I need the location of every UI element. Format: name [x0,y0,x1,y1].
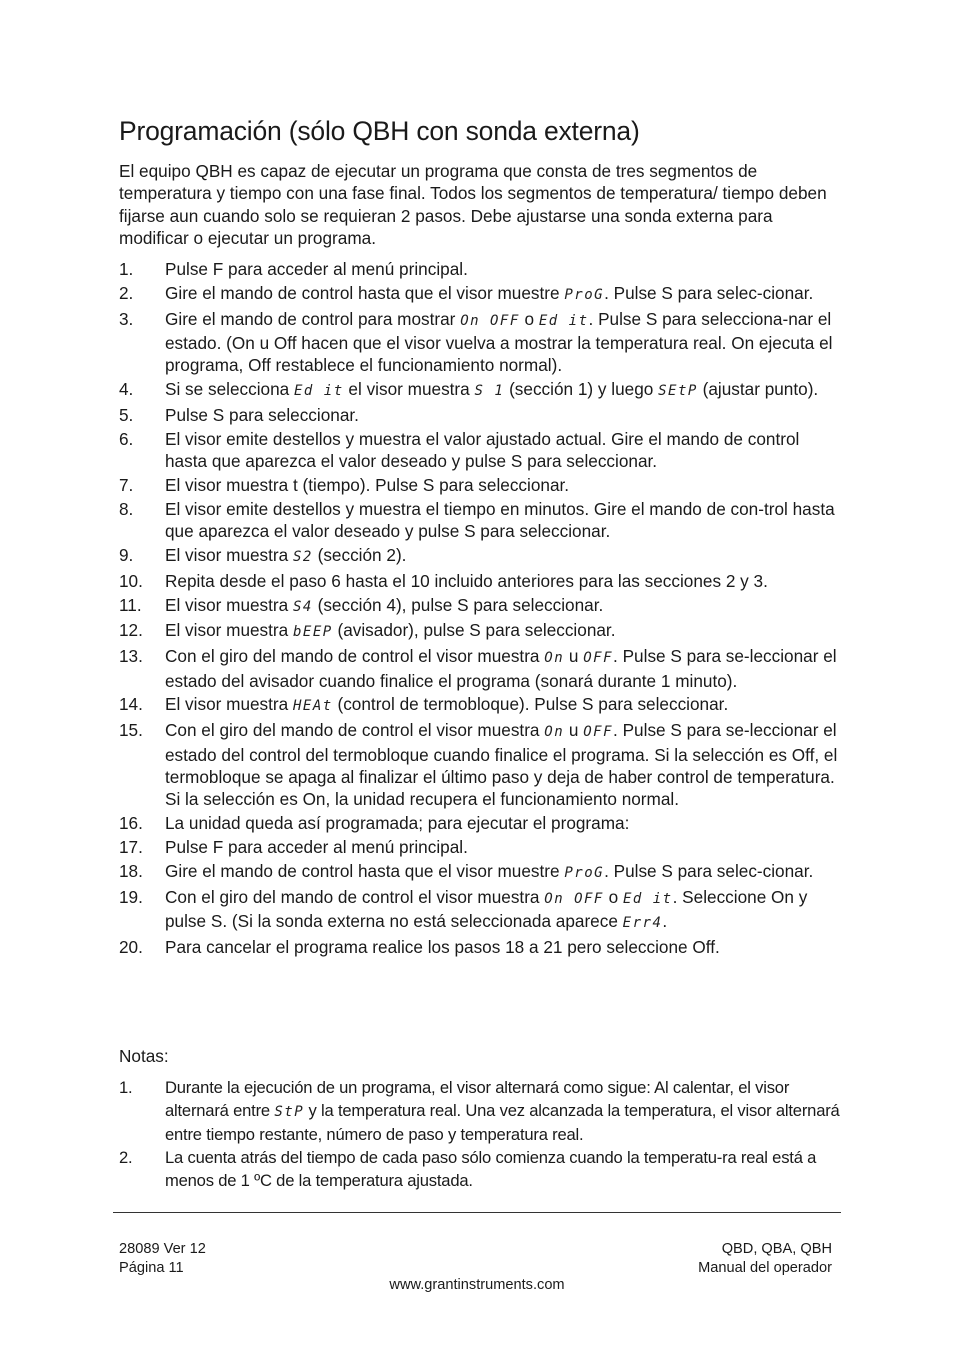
step-item-text: Repita desde el paso 6 hasta el 10 incluido anteriores para las secciones 2 y 3. [165,570,768,591]
step-item-number: 9. [119,545,134,565]
step-item-text: Si se selecciona [165,379,294,400]
display-readout: S 1 [474,383,505,400]
step-item-number: 16. [119,813,143,834]
step-item [119,474,841,496]
step-item [119,645,841,692]
programming-steps-list [119,258,841,960]
display-readout: OFF [583,650,614,667]
manual-name: Manual del operador [698,1259,832,1276]
document-reference: 28089 Ver 12 [119,1241,206,1257]
note-item [119,1077,841,1146]
intro-paragraph: El equipo QBH es capaz de ejecutar un programa que consta de tres segmentos de temperatura y tiempo con una fase final. Todos los segmentos de temperatura/ tiempo deben fijarse aun cuando solo se requieran 2 pasos. Debe ajustarse una sonda externa para modificar o ejecutar un programa. [119,161,827,248]
step-item-text: . Seleccione On y pulse S. (Si la sonda externa no está seleccionada aparece [165,886,808,931]
step-item-text: . Pulse S para selec-cionar. [604,282,814,303]
step-item-number: 20. [119,936,143,957]
step-item-text: El visor muestra t (tiempo). Pulse S para seleccionar. [165,475,570,495]
step-item-number: 4. [119,379,134,400]
step-item-text: . Pulse S para se-leccionar el estado del control del termobloque cuando finalice el programa. Si la selección es Off, el termobloque se apaga al finalizar el último paso y deja de haber control de temperatura. Si la selección es On, la unidad recupera el funcionamiento normal. [165,720,838,810]
display-readout: ProG [564,286,605,303]
step-item-text: . Pulse S para se-leccionar el estado del avisador cuando finalice el programa (sonará durante 1 minuto). [165,646,837,691]
step-item [119,544,841,568]
step-item-text: (ajustar punto). [697,379,819,400]
footer-divider [113,1212,841,1213]
step-item-text: Gire el mando de control hasta que el visor muestre [165,282,565,303]
step-item-text: Gire el mando de control hasta que el visor muestre [165,860,565,881]
display-readout: SEtP [658,383,698,400]
step-item-number: 19. [119,886,143,907]
step-item-text: Con el giro del mando de control el visor muestra [165,646,545,667]
step-item-text: u [564,720,584,741]
note-item-text: y la temperatura real. Una vez alcanzada la temperatura, el visor alternará entre tiempo restante, número de paso y temperatura real. [165,1100,840,1144]
display-readout: OFF [583,724,614,741]
step-item-number: 10. [119,570,143,591]
display-readout: Ed it [293,383,344,400]
step-item-text: Pulse F para acceder al menú principal. [165,837,468,857]
step-item [119,619,841,643]
step-item-text: Con el giro del mando de control el visor muestra [165,886,545,907]
display-readout: StP [274,1103,305,1120]
display-readout: S4 [292,598,313,615]
page-number: Página 11 [119,1259,184,1276]
note-item-text: La cuenta atrás del tiempo de cada paso sólo comienza cuando la temperatu-ra real está a menos de 1 ºC de la temperatura ajustada. [165,1148,817,1191]
step-item-text: Pulse S para seleccionar. [165,405,359,425]
step-item [119,719,841,811]
step-item [119,428,841,473]
step-item-number: 18. [119,860,143,881]
step-item-text: Con el giro del mando de control el visor muestra [165,720,545,741]
step-item-text: . Pulse S para selec-cionar. [604,860,814,881]
display-readout: Ed it [538,312,589,329]
step-item [119,886,841,935]
page-title: Programación (sólo QBH con sonda externa) [119,116,640,146]
notes-list [119,1077,841,1194]
step-item-number: 8. [119,498,134,519]
step-item [119,836,841,858]
step-item-number: 6. [119,428,134,449]
step-item-text: Para cancelar el programa realice los pasos 18 a 21 pero seleccione Off. [165,936,720,957]
display-readout: S2 [292,549,313,565]
step-item-number: 2. [119,282,134,303]
step-item [119,258,841,280]
step-item-text: o [519,308,539,329]
step-item-text: El visor emite destellos y muestra el valor ajustado actual. Gire el mando de control hasta que aparezca el valor deseado y pulse S para seleccionar. [165,428,800,472]
step-item-number: 13. [119,646,143,667]
step-item-text: o [603,886,623,907]
step-item-text: El visor emite destellos y muestra el tiempo en minutos. Gire el mando de con-trol hasta que aparezca el valor deseado y pulse S para seleccionar. [165,498,835,542]
step-item [119,378,841,402]
notes-heading: Notas: [119,1046,169,1066]
step-item-number: 17. [119,837,143,857]
step-item-number: 1. [119,259,134,279]
step-item-text: (sección 2). [312,545,407,565]
step-item [119,812,841,834]
step-item-text: u [564,646,584,667]
step-item-text: El visor muestra [165,594,293,615]
step-item-number: 3. [119,308,134,329]
step-item-text: El visor muestra [165,694,293,715]
display-readout: bEEP [292,624,333,641]
step-item-text: . [662,911,668,931]
footer-left [119,1240,206,1277]
display-readout: ProG [564,864,605,881]
note-item-number: 2. [119,1148,133,1168]
display-readout: On [544,650,565,667]
display-readout: Err4 [622,915,663,931]
website-link[interactable]: www.grantinstruments.com [389,1277,565,1293]
step-item-text: (sección 4), pulse S para seleccionar. [312,594,604,615]
step-item [119,282,841,306]
step-item [119,860,841,884]
step-item [119,936,841,958]
product-models: QBD, QBA, QBH [721,1241,832,1257]
step-item [119,498,841,543]
step-item-text: (avisador), pulse S para seleccionar. [332,620,616,641]
step-item-text: El visor muestra [165,545,293,565]
display-readout: Ed it [622,890,673,907]
step-item-text: El visor muestra [165,620,293,641]
step-item [119,693,841,717]
step-item-text: La unidad queda así programada; para ejecutar el programa: [165,813,630,834]
step-item-text: (sección 1) y luego [504,379,659,400]
footer-right [698,1240,832,1277]
note-item-text: Durante la ejecución de un programa, el visor alternará como sigue: Al calentar, el visor alternará entre [165,1078,790,1120]
step-item-text: Gire el mando de control para mostrar [165,308,461,329]
step-item-text: (control de termobloque). Pulse S para seleccionar. [332,694,729,715]
note-item-number: 1. [119,1078,133,1097]
step-item-number: 12. [119,620,143,641]
step-item-number: 7. [119,475,134,495]
display-readout: On OFF [460,312,520,329]
step-item [119,594,841,618]
step-item [119,570,841,592]
step-item-text: el visor muestra [343,379,475,400]
step-item-number: 14. [119,694,143,715]
note-item [119,1147,841,1193]
step-item-number: 5. [119,405,134,425]
step-item-number: 15. [119,720,143,741]
step-item [119,308,841,377]
step-item-number: 11. [119,594,142,615]
display-readout: HEAt [292,698,333,715]
step-item-text: Pulse F para acceder al menú principal. [165,259,468,279]
display-readout: On [544,724,565,741]
step-item [119,404,841,426]
display-readout: On OFF [544,890,604,907]
step-item-text: . Pulse S para selecciona-nar el estado. (On u Off hacen que el visor vuelva a mostrar la temperatura real. On ejecuta el programa, Off restablece el funcionamiento normal). [165,308,833,376]
